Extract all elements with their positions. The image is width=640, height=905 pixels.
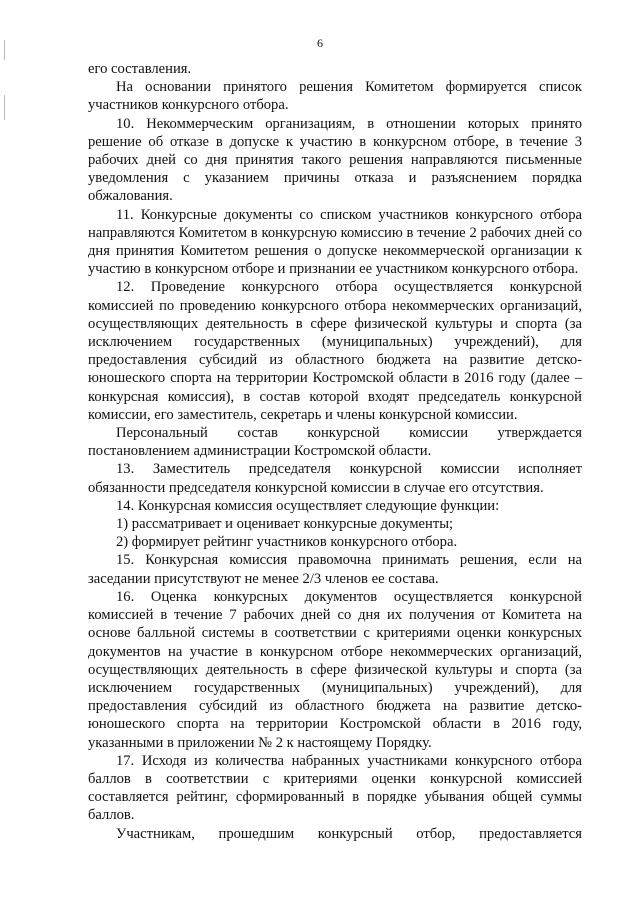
paragraph-item-14: 14. Конкурсная комиссия осуществляет следующие функции:	[116, 497, 500, 514]
paragraph-continues: Участникам, прошедшим конкурсный отбор, предоставляется	[116, 825, 582, 842]
paragraph-item-16: 16. Оценка конкурсных документов осуществляется конкурсной комиссией в течение 7 рабочих дней со дня их получения от Комитета на основе балльной системы в соответствии с критериями оценки конкурсных документов на участие в конкурсном отборе некоммерческих организаций, осуществляющих деятельность в сфере физической культуры и спорта (за исключением государственных (муниципальных) учреждений), для предоставления субсидий из областного бюджета на развитие детско-юношеского спорта на территории Костромской области в 2016 году, указанными в приложении № 2 к настоящему Порядку.	[88, 588, 582, 751]
list-item: 2) формирует рейтинг участников конкурсного отбора.	[116, 534, 458, 551]
paragraph-continuation: его составления.	[88, 61, 192, 77]
paragraph: Персональный состав конкурсной комиссии утверждается постановлением администрации Костромской области.	[88, 425, 582, 460]
paragraph: На основании принятого решения Комитетом формируется список участников конкурсного отбора.	[88, 79, 582, 114]
list-item: 1) рассматривает и оценивает конкурсные документы;	[116, 516, 454, 533]
scan-margin-mark	[4, 95, 5, 120]
paragraph-item-15: 15. Конкурсная комиссия правомочна принимать решения, если на заседании присутствуют не менее 2/3 членов ее состава.	[88, 552, 582, 587]
paragraph-item-10: 10. Некоммерческим организациям, в отношении которых принято решение об отказе в допуске к участию в конкурсном отборе, в течение 3 рабочих дней со дня принятия такого решения направляются письменные уведомления с указанием причины отказа и разъяснением порядка обжалования.	[88, 115, 582, 205]
page-number: 6	[317, 36, 323, 50]
paragraph-item-11: 11. Конкурсные документы со списком участников конкурсного отбора направляются Комитетом в конкурсную комиссию в течение 2 рабочих дней со дня принятия Комитетом решения о допуске некоммерческой организации к участию в конкурсном отборе и признании ее участником конкурсного отбора.	[88, 206, 582, 278]
paragraph-item-17: 17. Исходя из количества набранных участниками конкурсного отбора баллов в соответствии с критериями оценки конкурсной комиссией составляется рейтинг, сформированный в порядке убывания общей суммы баллов.	[88, 752, 582, 824]
paragraph-item-12: 12. Проведение конкурсного отбора осуществляется конкурсной комиссией по проведению конкурсного отбора некоммерческих организаций, осуществляющих деятельность в сфере физической культуры и спорта (за исключением государственных (муниципальных) учреждений), для предоставления субсидий из областного бюджета на развитие детско-юношеского спорта на территории Костромской области в 2016 году (далее – конкурсная комиссия), в состав которой входят председатель конкурсной комиссии, его заместитель, секретарь и члены конкурсной комиссии.	[88, 279, 582, 423]
document-body	[88, 60, 582, 843]
paragraph-item-13: 13. Заместитель председателя конкурсной комиссии исполняет обязанности председателя конкурсной комиссии в случае его отсутствия.	[88, 461, 582, 496]
